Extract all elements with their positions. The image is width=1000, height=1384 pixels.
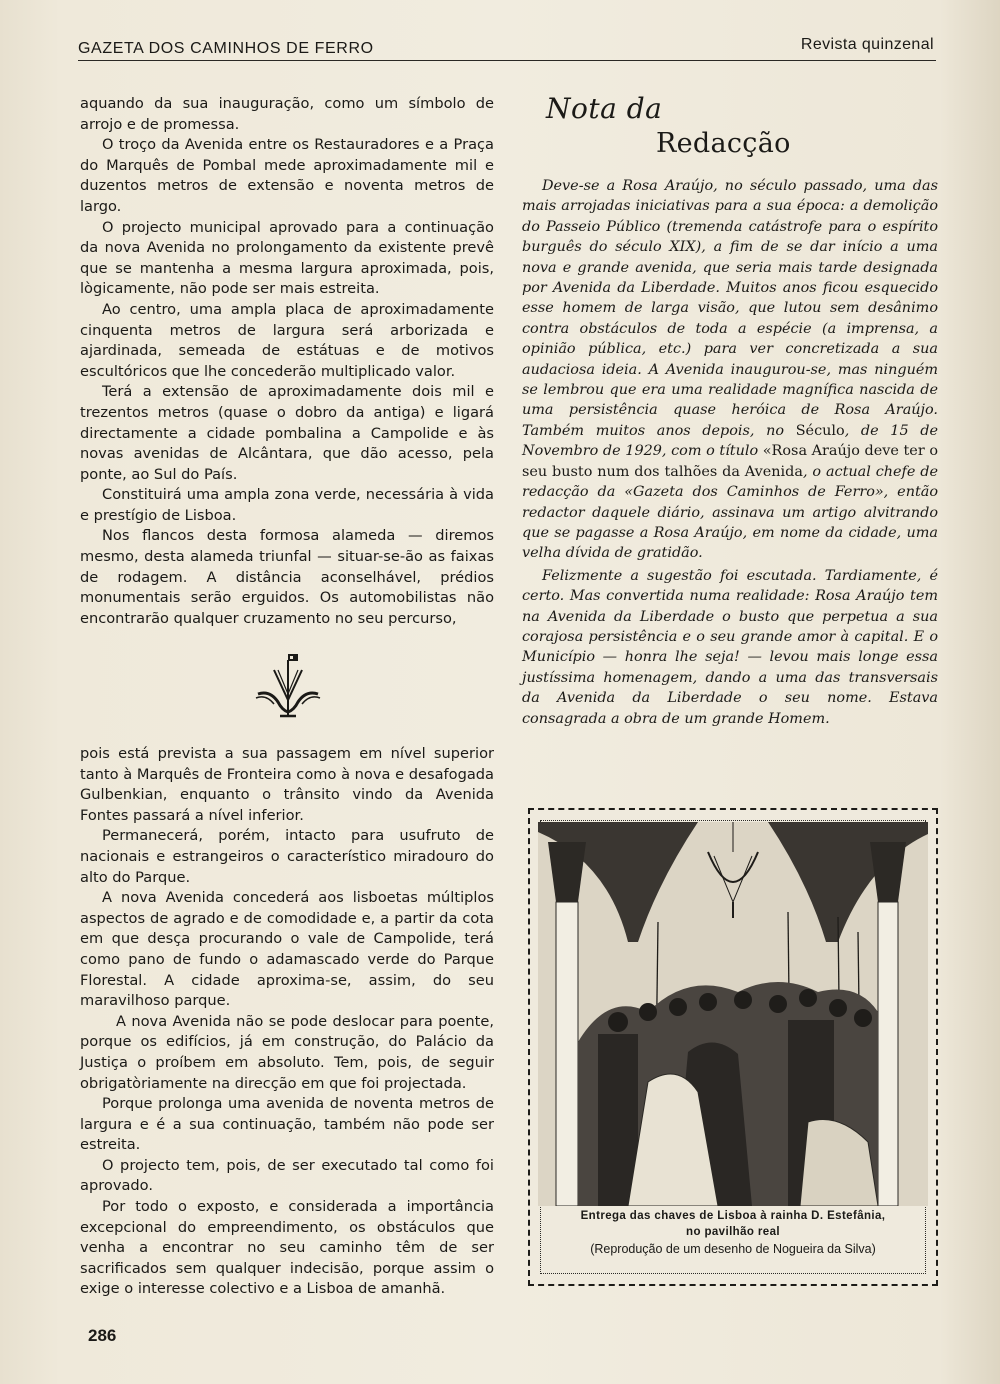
paragraph: Terá a extensão de aproximadamente dois mil e trezentos metros (quase o dobro da antiga) e ligará directamente a cidade pombalina a Campolide e às novas avenidas de Alcântara, que dão acesso, pela ponte, ao Sul do País. <box>80 383 494 483</box>
magazine-subtitle: Revista quinzenal <box>800 36 934 53</box>
caption-line2: no pavilhão real <box>686 1226 780 1238</box>
magazine-title: GAZETA DOS CAMINHOS DE FERRO <box>78 40 374 57</box>
paragraph: O projecto municipal aprovado para a continuação da nova Avenida no prolongamento da existente prevê que se mantenha a mesma largura aproximada, pois, lògicamente, não pode ser mais estreita. <box>80 218 494 298</box>
page-number: 286 <box>88 1326 117 1345</box>
running-header <box>78 38 936 61</box>
note-paragraph-1: Deve-se a Rosa Araújo, no século passado, uma das mais arrojadas iniciativas para a sua época: a demolição do Passeio Público (tremenda catástrofe para o espírito burguês do século XIX), a fim de se dar início a uma nova e grande avenida, que seria mais tarde designada por Avenida da Liberdade. Muitos anos ficou esquecido esse homem de larga visão, que lutou sem desânimo contra obstáculos de toda a espécie (a imprensa, a opinião pública, etc.) para ver concretizada a sua audaciosa ideia. A Avenida inaugurou-se, mas ninguém se lembrou que era uma realidade magnífica nascida de uma persistência quase heróica de Rosa Araújo. Também muitos anos depois, no Século, de 15 de Novembro de 1929, com o título «Rosa Araújo deve ter o seu busto num dos talhões da Avenida, o actual chefe de redacção da «Gazeta dos Caminhos de Ferro», então redactor daquele diário, assinava um artigo alvitrando que se pagasse a Rosa Araújo, em nome da cidade, uma velha dívida de gratidão. <box>522 178 938 562</box>
nota-title-line1: Nota da <box>546 92 663 125</box>
engraving-illustration <box>538 822 928 1206</box>
left-column-top <box>80 94 494 629</box>
railway-emblem-icon <box>252 650 324 724</box>
paragraph: A nova Avenida concederá aos lisboetas múltiplos aspectos de agrado e de comodidade e, a partir da cota em que desça procurando o vale de Campolide, terá como pano de fundo o adamascado verde do Parque Florestal. A cidade aproxima-se, assim, do seu maravilhoso parque. <box>80 889 494 1010</box>
nota-title-line2: Redacção <box>656 128 791 159</box>
paragraph: Por todo o exposto, e considerada a importância excepcional do empreendimento, os obstáculos que venha a encontrar no seu caminho têm de ser sacrificados sem qualquer indecisão, porque assim o exige o interesse colectivo e a Lisboa de amanhã. <box>80 1198 494 1298</box>
paragraph: Nos flancos desta formosa alameda — diremos mesmo, desta alameda triunfal — situar-se-ão as faixas de rodagem. A distância aconselhável, prédios monumentais serão erguidos. Os automobilistas não encontrarão qualquer cruzamento no seu percurso, <box>80 527 494 627</box>
left-column-bottom <box>80 744 494 1300</box>
paragraph: Permanecerá, porém, intacto para usufruto de nacionais e estrangeiros o característico miradouro do alto do Parque. <box>80 827 494 886</box>
figure-caption <box>536 1208 930 1257</box>
caption-credit: (Reprodução de um desenho de Nogueira da Silva) <box>590 1242 876 1256</box>
paragraph: A nova Avenida não se pode deslocar para poente, porque os edifícios, já em construção, do Palácio da Justiça o proíbem em absoluto. Tem, pois, de seguir obrigatòriamente na direcção em que foi projectada. <box>80 1012 494 1092</box>
right-column-note <box>522 176 938 729</box>
paragraph: O troço da Avenida entre os Restauradores e a Praça do Marquês de Pombal mede aproximadamente mil e duzentos metros de extensão e noventa metros de largo. <box>80 136 494 215</box>
paragraph: O projecto tem, pois, de ser executado tal como foi aprovado. <box>80 1156 494 1195</box>
paragraph: pois está prevista a sua passagem em nível superior tanto à Marquês de Fronteira como à nova e desafogada Gulbenkian, enquanto o trânsito vindo da Avenida Fontes passará a nível inferior. <box>80 745 494 824</box>
paragraph: Ao centro, uma ampla placa de aproximadamente cinquenta metros de largura será arborizada e ajardinada, semeada de estátuas e de motivos escultóricos que lhe concederão multiplicado valor. <box>80 300 494 380</box>
paragraph: aquando da sua inauguração, como um símbolo de arrojo e de promessa. <box>80 95 494 133</box>
paragraph: Porque prolonga uma avenida de noventa metros de largura e é a sua continuação, também não pode ser estreita. <box>80 1095 494 1154</box>
paragraph: Constituirá uma ampla zona verde, necessária à vida e prestígio de Lisboa. <box>80 486 494 524</box>
note-paragraph-2: Felizmente a sugestão foi escutada. Tardiamente, é certo. Mas convertida numa realidade: Rosa Araújo tem na Avenida da Liberdade o busto que perpetua a sua corajosa persistência e o seu grande amor à capital. E o Município — honra lhe seja! — levou mais longe essa justíssima homenagem, dando a uma das transversais da Avenida da Liberdade o seu nome. Estava consagrada a obra de um grande Homem. <box>522 567 938 727</box>
caption-line1: Entrega das chaves de Lisboa à rainha D. Estefânia, <box>580 1210 886 1222</box>
